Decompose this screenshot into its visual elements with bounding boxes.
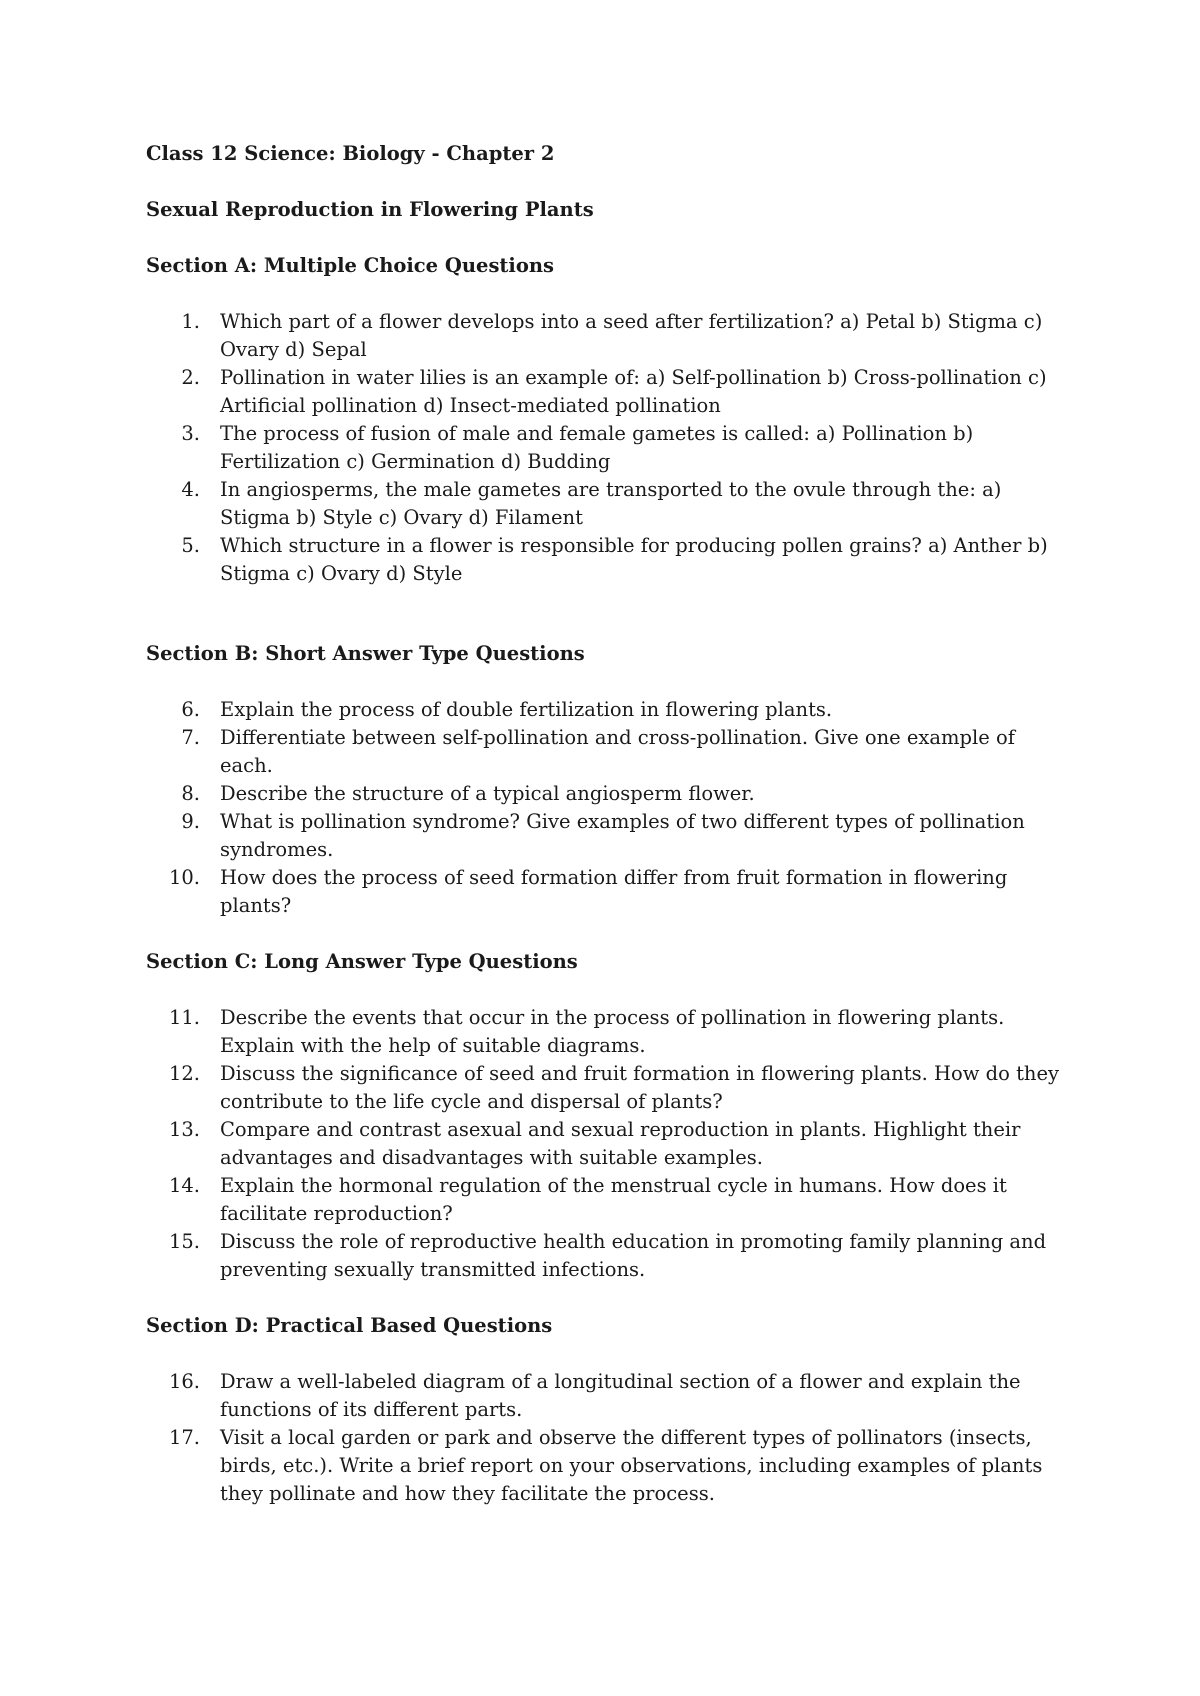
question-number: 11. [168,1006,200,1029]
question-text: How does the process of seed formation differ from fruit formation in flowering plants? [220,866,1008,917]
question-item [146,1116,1066,1172]
question-text: Draw a well-labeled diagram of a longitudinal section of a flower and explain the functions of its different parts. [220,1370,1021,1421]
question-number: 6. [181,698,200,721]
question-text: Visit a local garden or park and observe the different types of pollinators (insects, birds, etc.). Write a brief report on your observations, including examples of plants they pollinate and how they facilitate the process. [220,1426,1043,1505]
question-item [146,1368,1066,1424]
question-number: 2. [181,366,200,389]
question-item [146,1172,1066,1228]
question-number: 9. [181,810,200,833]
question-number: 4. [181,478,200,501]
section-b-heading: Section B: Short Answer Type Questions [146,642,585,665]
question-item [146,1424,1066,1508]
question-number: 8. [181,782,200,805]
question-item [146,420,1066,476]
question-number: 13. [168,1118,200,1141]
question-text: In angiosperms, the male gametes are transported to the ovule through the: a) Stigma b) Style c) Ovary d) Filament [220,478,1002,529]
question-text: Differentiate between self-pollination and cross-pollination. Give one example of each. [220,726,1015,777]
question-number: 5. [181,534,200,557]
section-a-heading: Section A: Multiple Choice Questions [146,254,554,277]
section-d-heading: Section D: Practical Based Questions [146,1314,553,1337]
question-number: 10. [168,866,200,889]
question-text: Which structure in a flower is responsible for producing pollen grains? a) Anther b) Stigma c) Ovary d) Style [220,534,1048,585]
question-text: Describe the events that occur in the process of pollination in flowering plants. Explain with the help of suitable diagrams. [220,1006,1005,1057]
question-item [146,1060,1066,1116]
section-d-list [146,1368,1066,1508]
section-c-heading: Section C: Long Answer Type Questions [146,950,578,973]
question-item [146,780,1066,808]
question-item [146,864,1066,920]
question-text: Which part of a flower develops into a seed after fertilization? a) Petal b) Stigma c) Ovary d) Sepal [220,310,1043,361]
question-number: 17. [168,1426,200,1449]
question-text: Compare and contrast asexual and sexual reproduction in plants. Highlight their advantages and disadvantages with suitable examples. [220,1118,1021,1169]
question-text: Explain the hormonal regulation of the menstrual cycle in humans. How does it facilitate reproduction? [220,1174,1007,1225]
question-text: What is pollination syndrome? Give examples of two different types of pollination syndromes. [220,810,1025,861]
question-item [146,476,1066,532]
chapter-subtitle: Sexual Reproduction in Flowering Plants [146,198,594,221]
question-number: 7. [181,726,200,749]
question-item [146,724,1066,780]
document-title: Class 12 Science: Biology - Chapter 2 [146,142,555,165]
question-item [146,308,1066,364]
question-text: The process of fusion of male and female gametes is called: a) Pollination b) Fertilization c) Germination d) Budding [220,422,974,473]
question-item [146,1004,1066,1060]
question-text: Discuss the significance of seed and fruit formation in flowering plants. How do they contribute to the life cycle and dispersal of plants? [220,1062,1060,1113]
section-c-list [146,1004,1066,1284]
section-b-list [146,696,1066,920]
question-number: 3. [181,422,200,445]
question-number: 1. [181,310,200,333]
section-a-list [146,308,1066,588]
question-number: 15. [168,1230,200,1253]
question-number: 14. [168,1174,200,1197]
question-number: 16. [168,1370,200,1393]
question-text: Discuss the role of reproductive health education in promoting family planning and preventing sexually transmitted infections. [220,1230,1047,1281]
question-text: Explain the process of double fertilization in flowering plants. [220,698,833,721]
question-number: 12. [168,1062,200,1085]
question-item [146,364,1066,420]
question-item [146,532,1066,588]
question-text: Describe the structure of a typical angiosperm flower. [220,782,755,805]
question-text: Pollination in water lilies is an example of: a) Self-pollination b) Cross-pollination c) Artificial pollination d) Insect-mediated pollination [220,366,1047,417]
question-item [146,808,1066,864]
question-item [146,696,1066,724]
question-item [146,1228,1066,1284]
document-page [146,140,1066,1508]
